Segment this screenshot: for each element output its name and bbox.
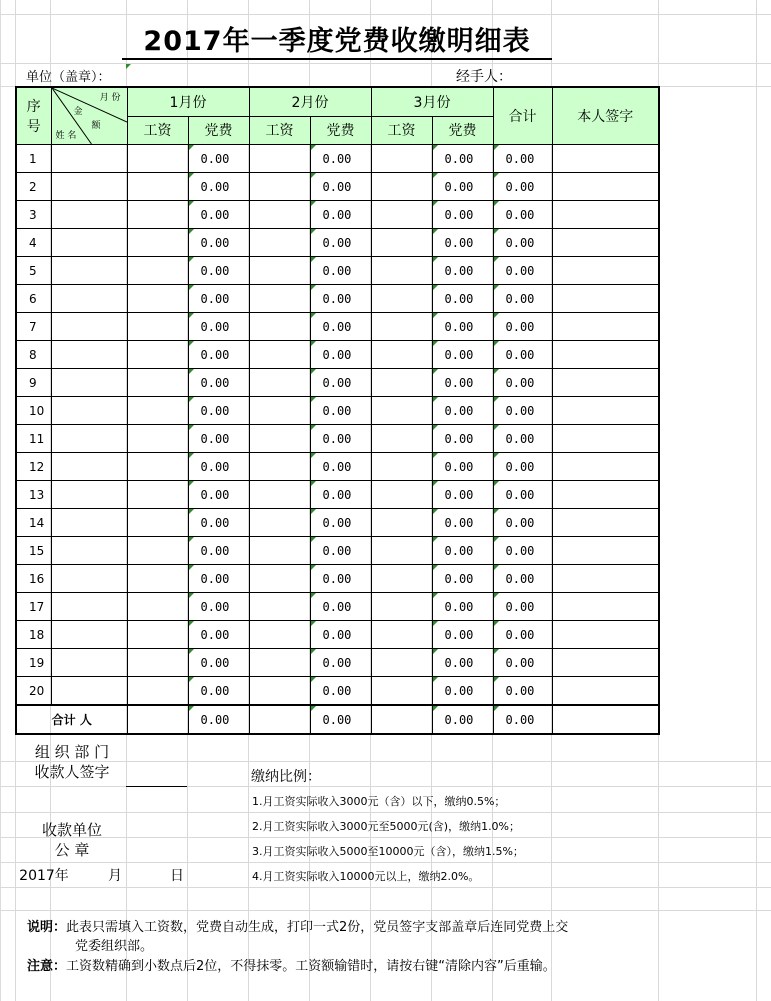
header-fee-2: 党费 <box>310 116 371 145</box>
row-total-cell: 0.00 <box>493 621 552 649</box>
handler-label: 经手人： <box>456 69 512 85</box>
row-total-cell: 0.00 <box>493 145 552 173</box>
member-name-cell[interactable] <box>51 537 127 565</box>
member-name-cell[interactable] <box>51 397 127 425</box>
header-wage-1: 工资 <box>127 116 188 145</box>
fee-2-cell: 0.00 <box>310 173 371 201</box>
wage-1-cell[interactable] <box>127 341 188 369</box>
fee-1-cell: 0.00 <box>188 145 249 173</box>
member-name-cell[interactable] <box>51 453 127 481</box>
signature-cell[interactable] <box>552 369 659 397</box>
wage-2-cell[interactable] <box>249 257 310 285</box>
fee-table <box>15 86 660 735</box>
date-year: 2017年 <box>19 868 69 884</box>
row-number: 14 <box>16 509 51 537</box>
unit-label: 单位（盖章）： <box>26 70 111 85</box>
note1-cont: 党委组织部。 <box>75 939 154 954</box>
row-total-cell: 0.00 <box>493 341 552 369</box>
signature-cell[interactable] <box>552 481 659 509</box>
fee-3-cell: 0.00 <box>432 229 493 257</box>
fee-3-cell: 0.00 <box>432 453 493 481</box>
fee-3-cell: 0.00 <box>432 481 493 509</box>
rule-1: 1.月工资实际收入3000元（含）以下，缴纳0.5%； <box>252 795 506 808</box>
row-number: 5 <box>16 257 51 285</box>
signature-cell[interactable] <box>552 537 659 565</box>
table-row <box>16 621 659 649</box>
fee-3-cell: 0.00 <box>432 201 493 229</box>
row-total-cell: 0.00 <box>493 285 552 313</box>
fee-1-cell: 0.00 <box>188 369 249 397</box>
wage-2-cell[interactable] <box>249 565 310 593</box>
wage-3-cell[interactable] <box>371 369 432 397</box>
member-name-cell[interactable] <box>51 593 127 621</box>
fee-1-cell: 0.00 <box>188 677 249 706</box>
wage-3-cell[interactable] <box>371 313 432 341</box>
rule-4: 4.月工资实际收入10000元以上，缴纳2.0%。 <box>252 870 480 883</box>
fee-2-cell: 0.00 <box>310 145 371 173</box>
signature-cell[interactable] <box>552 425 659 453</box>
fee-1-cell: 0.00 <box>188 341 249 369</box>
wage-1-cell[interactable] <box>127 593 188 621</box>
cell-marker <box>126 64 131 69</box>
fee-2-cell: 0.00 <box>310 481 371 509</box>
header-month-3: 3月份 <box>371 87 493 116</box>
table-row <box>16 257 659 285</box>
header-total: 合计 <box>493 87 552 145</box>
org-dept-label <box>22 742 122 782</box>
signature-cell[interactable] <box>552 341 659 369</box>
note1-text: 此表只需填入工资数，党费自动生成，打印一式2份，党员签字支部盖章后连同党费上交 <box>66 920 569 935</box>
row-number: 16 <box>16 565 51 593</box>
wage-3-cell[interactable] <box>371 173 432 201</box>
wage-1-cell[interactable] <box>127 509 188 537</box>
header-seq <box>16 87 51 145</box>
fee-1-cell: 0.00 <box>188 229 249 257</box>
row-total-cell: 0.00 <box>493 173 552 201</box>
org-line2: 收款人签字 <box>34 763 110 781</box>
fee-2-cell: 0.00 <box>310 621 371 649</box>
header-seq-l2: 号 <box>26 119 41 135</box>
fee-1-cell: 0.00 <box>188 397 249 425</box>
diag-month: 月 份 <box>99 93 121 103</box>
row-number: 19 <box>16 649 51 677</box>
diag-amount-1: 金 <box>73 107 83 117</box>
wage-3-cell[interactable] <box>371 201 432 229</box>
wage-3-cell[interactable] <box>371 145 432 173</box>
member-name-cell[interactable] <box>51 509 127 537</box>
fee-2-cell: 0.00 <box>310 593 371 621</box>
summary-fee-2: 0.00 <box>310 705 371 734</box>
fee-1-cell: 0.00 <box>188 453 249 481</box>
fee-2-cell: 0.00 <box>310 565 371 593</box>
wage-3-cell[interactable] <box>371 677 432 706</box>
member-name-cell[interactable] <box>51 481 127 509</box>
wage-3-cell[interactable] <box>371 565 432 593</box>
row-total-cell: 0.00 <box>493 537 552 565</box>
row-total-cell: 0.00 <box>493 229 552 257</box>
table-row <box>16 313 659 341</box>
fee-3-cell: 0.00 <box>432 145 493 173</box>
fee-2-cell: 0.00 <box>310 453 371 481</box>
wage-1-cell[interactable] <box>127 565 188 593</box>
row-number: 18 <box>16 621 51 649</box>
row-number: 2 <box>16 173 51 201</box>
table-row <box>16 341 659 369</box>
wage-1-cell[interactable] <box>127 453 188 481</box>
diag-name: 姓 名 <box>55 131 77 141</box>
row-number: 12 <box>16 453 51 481</box>
recv-line1: 收款单位 <box>41 821 102 839</box>
row-number: 17 <box>16 593 51 621</box>
signature-cell[interactable] <box>552 397 659 425</box>
fee-2-cell: 0.00 <box>310 229 371 257</box>
summary-fee-1: 0.00 <box>188 705 249 734</box>
fee-1-cell: 0.00 <box>188 593 249 621</box>
fee-2-cell: 0.00 <box>310 649 371 677</box>
wage-3-cell[interactable] <box>371 537 432 565</box>
member-name-cell[interactable] <box>51 565 127 593</box>
member-name-cell[interactable] <box>51 145 127 173</box>
wage-3-cell[interactable] <box>371 593 432 621</box>
member-name-cell[interactable] <box>51 341 127 369</box>
member-name-cell[interactable] <box>51 621 127 649</box>
receiving-unit-label <box>22 820 122 860</box>
note2-text: 工资数精确到小数点后2位，不得抹零。工资额输错时，请按右键“清除内容”后重输。 <box>66 959 556 974</box>
date-day: 日 <box>170 868 184 884</box>
fee-1-cell: 0.00 <box>188 481 249 509</box>
fee-2-cell: 0.00 <box>310 341 371 369</box>
fee-2-cell: 0.00 <box>310 201 371 229</box>
org-line1: 组 织 部 门 <box>34 743 110 761</box>
row-number: 13 <box>16 481 51 509</box>
fee-2-cell: 0.00 <box>310 677 371 706</box>
row-total-cell: 0.00 <box>493 677 552 706</box>
row-total-cell: 0.00 <box>493 257 552 285</box>
table-row <box>16 397 659 425</box>
wage-3-cell[interactable] <box>371 649 432 677</box>
wage-2-cell[interactable] <box>249 425 310 453</box>
row-number: 10 <box>16 397 51 425</box>
wage-1-cell[interactable] <box>127 677 188 706</box>
table-row <box>16 537 659 565</box>
member-name-cell[interactable] <box>51 201 127 229</box>
fee-2-cell: 0.00 <box>310 509 371 537</box>
summary-wage-1[interactable] <box>127 705 188 734</box>
wage-2-cell[interactable] <box>249 313 310 341</box>
wage-3-cell[interactable] <box>371 397 432 425</box>
member-name-cell[interactable] <box>51 677 127 706</box>
wage-2-cell[interactable] <box>249 145 310 173</box>
header-diagonal <box>51 87 127 145</box>
wage-1-cell[interactable] <box>127 173 188 201</box>
note-caution <box>27 957 687 977</box>
wage-1-cell[interactable] <box>127 145 188 173</box>
wage-2-cell[interactable] <box>249 173 310 201</box>
summary-wage-3[interactable] <box>371 705 432 734</box>
table-row <box>16 145 659 173</box>
wage-2-cell[interactable] <box>249 453 310 481</box>
note2-label: 注意： <box>27 959 67 974</box>
wage-2-cell[interactable] <box>249 341 310 369</box>
row-total-cell: 0.00 <box>493 593 552 621</box>
fee-3-cell: 0.00 <box>432 677 493 706</box>
wage-2-cell[interactable] <box>249 593 310 621</box>
table-row <box>16 481 659 509</box>
fee-1-cell: 0.00 <box>188 621 249 649</box>
fee-1-cell: 0.00 <box>188 173 249 201</box>
fee-3-cell: 0.00 <box>432 537 493 565</box>
row-number: 6 <box>16 285 51 313</box>
ratio-title: 缴纳比例： <box>251 769 321 785</box>
row-number: 3 <box>16 201 51 229</box>
diag-amount-2: 额 <box>91 121 101 131</box>
member-name-cell[interactable] <box>51 285 127 313</box>
table-row <box>16 677 659 706</box>
header-month-1: 1月份 <box>127 87 249 116</box>
row-total-cell: 0.00 <box>493 397 552 425</box>
wage-1-cell[interactable] <box>127 285 188 313</box>
signature-cell[interactable] <box>552 621 659 649</box>
signature-cell[interactable] <box>552 649 659 677</box>
fee-2-cell: 0.00 <box>310 313 371 341</box>
wage-2-cell[interactable] <box>249 201 310 229</box>
date-month: 月 <box>108 868 122 884</box>
fee-2-cell: 0.00 <box>310 257 371 285</box>
signature-cell[interactable] <box>552 173 659 201</box>
row-number: 4 <box>16 229 51 257</box>
fee-3-cell: 0.00 <box>432 341 493 369</box>
fee-3-cell: 0.00 <box>432 285 493 313</box>
signature-cell[interactable] <box>552 201 659 229</box>
signature-cell[interactable] <box>552 145 659 173</box>
wage-3-cell[interactable] <box>371 453 432 481</box>
summary-wage-2[interactable] <box>249 705 310 734</box>
header-seq-l1: 序 <box>26 99 41 115</box>
signature-cell[interactable] <box>552 509 659 537</box>
fee-1-cell: 0.00 <box>188 313 249 341</box>
fee-2-cell: 0.00 <box>310 285 371 313</box>
header-fee-1: 党费 <box>188 116 249 145</box>
row-total-cell: 0.00 <box>493 201 552 229</box>
row-total-cell: 0.00 <box>493 425 552 453</box>
table-row <box>16 425 659 453</box>
fee-2-cell: 0.00 <box>310 369 371 397</box>
fee-3-cell: 0.00 <box>432 257 493 285</box>
fee-1-cell: 0.00 <box>188 285 249 313</box>
wage-3-cell[interactable] <box>371 425 432 453</box>
signature-cell[interactable] <box>552 229 659 257</box>
signature-cell[interactable] <box>552 453 659 481</box>
table-row <box>16 369 659 397</box>
rule-2: 2.月工资实际收入3000元至5000元(含)，缴纳1.0%； <box>252 820 521 833</box>
fee-1-cell: 0.00 <box>188 425 249 453</box>
signature-cell[interactable] <box>552 313 659 341</box>
wage-3-cell[interactable] <box>371 229 432 257</box>
summary-fee-3: 0.00 <box>432 705 493 734</box>
wage-2-cell[interactable] <box>249 677 310 706</box>
signature-cell[interactable] <box>552 565 659 593</box>
note1-label: 说明： <box>27 920 67 935</box>
wage-1-cell[interactable] <box>127 621 188 649</box>
summary-signature[interactable] <box>552 705 659 734</box>
member-name-cell[interactable] <box>51 229 127 257</box>
fee-3-cell: 0.00 <box>432 509 493 537</box>
wage-1-cell[interactable] <box>127 397 188 425</box>
wage-2-cell[interactable] <box>249 649 310 677</box>
fee-1-cell: 0.00 <box>188 509 249 537</box>
row-number: 1 <box>16 145 51 173</box>
table-row <box>16 173 659 201</box>
header-wage-2: 工资 <box>249 116 310 145</box>
row-total-cell: 0.00 <box>493 509 552 537</box>
member-name-cell[interactable] <box>51 257 127 285</box>
fee-3-cell: 0.00 <box>432 173 493 201</box>
fee-2-cell: 0.00 <box>310 397 371 425</box>
table-row <box>16 453 659 481</box>
row-total-cell: 0.00 <box>493 313 552 341</box>
header-month-2: 2月份 <box>249 87 371 116</box>
row-total-cell: 0.00 <box>493 649 552 677</box>
signature-cell[interactable] <box>552 593 659 621</box>
wage-3-cell[interactable] <box>371 285 432 313</box>
signature-cell[interactable] <box>552 257 659 285</box>
wage-1-cell[interactable] <box>127 537 188 565</box>
wage-3-cell[interactable] <box>371 257 432 285</box>
wage-1-cell[interactable] <box>127 425 188 453</box>
member-name-cell[interactable] <box>51 369 127 397</box>
wage-1-cell[interactable] <box>127 313 188 341</box>
member-name-cell[interactable] <box>51 425 127 453</box>
row-total-cell: 0.00 <box>493 565 552 593</box>
table-row <box>16 509 659 537</box>
fee-3-cell: 0.00 <box>432 369 493 397</box>
page-title: 2017年一季度党费收缴明细表 <box>143 26 531 57</box>
row-number: 7 <box>16 313 51 341</box>
wage-3-cell[interactable] <box>371 341 432 369</box>
wage-3-cell[interactable] <box>371 509 432 537</box>
wage-2-cell[interactable] <box>249 537 310 565</box>
fee-3-cell: 0.00 <box>432 649 493 677</box>
wage-1-cell[interactable] <box>127 369 188 397</box>
wage-2-cell[interactable] <box>249 481 310 509</box>
wage-2-cell[interactable] <box>249 397 310 425</box>
fee-3-cell: 0.00 <box>432 621 493 649</box>
fee-1-cell: 0.00 <box>188 565 249 593</box>
member-name-cell[interactable] <box>51 313 127 341</box>
signature-cell[interactable] <box>552 677 659 706</box>
fee-3-cell: 0.00 <box>432 565 493 593</box>
table-row <box>16 201 659 229</box>
fee-2-cell: 0.00 <box>310 425 371 453</box>
signature-line <box>126 786 187 787</box>
header-signature: 本人签字 <box>552 87 659 145</box>
wage-3-cell[interactable] <box>371 621 432 649</box>
summary-total: 0.00 <box>493 705 552 734</box>
table-row <box>16 593 659 621</box>
rule-3: 3.月工资实际收入5000至10000元（含），缴纳1.5%； <box>252 845 524 858</box>
row-number: 8 <box>16 341 51 369</box>
row-number: 15 <box>16 537 51 565</box>
wage-1-cell[interactable] <box>127 257 188 285</box>
wage-1-cell[interactable] <box>127 481 188 509</box>
wage-2-cell[interactable] <box>249 229 310 257</box>
wage-2-cell[interactable] <box>249 369 310 397</box>
row-number: 20 <box>16 677 51 706</box>
fee-3-cell: 0.00 <box>432 397 493 425</box>
member-name-cell[interactable] <box>51 173 127 201</box>
wage-1-cell[interactable] <box>127 649 188 677</box>
recv-line2: 公 章 <box>54 841 90 859</box>
fee-3-cell: 0.00 <box>432 313 493 341</box>
header-fee-3: 党费 <box>432 116 493 145</box>
row-number: 9 <box>16 369 51 397</box>
row-number: 11 <box>16 425 51 453</box>
fee-3-cell: 0.00 <box>432 425 493 453</box>
wage-1-cell[interactable] <box>127 229 188 257</box>
fee-1-cell: 0.00 <box>188 201 249 229</box>
member-name-cell[interactable] <box>51 649 127 677</box>
title-underline <box>122 58 552 60</box>
note-explain <box>27 918 667 938</box>
row-total-cell: 0.00 <box>493 453 552 481</box>
table-row <box>16 649 659 677</box>
fee-1-cell: 0.00 <box>188 257 249 285</box>
table-row <box>16 285 659 313</box>
wage-3-cell[interactable] <box>371 481 432 509</box>
fee-3-cell: 0.00 <box>432 593 493 621</box>
wage-2-cell[interactable] <box>249 621 310 649</box>
wage-2-cell[interactable] <box>249 285 310 313</box>
header-wage-3: 工资 <box>371 116 432 145</box>
signature-cell[interactable] <box>552 285 659 313</box>
fee-1-cell: 0.00 <box>188 537 249 565</box>
table-row <box>16 229 659 257</box>
fee-1-cell: 0.00 <box>188 649 249 677</box>
fee-2-cell: 0.00 <box>310 537 371 565</box>
row-total-cell: 0.00 <box>493 369 552 397</box>
table-row <box>16 565 659 593</box>
summary-label: 合计 人 <box>16 705 127 734</box>
wage-2-cell[interactable] <box>249 509 310 537</box>
wage-1-cell[interactable] <box>127 201 188 229</box>
row-total-cell: 0.00 <box>493 481 552 509</box>
